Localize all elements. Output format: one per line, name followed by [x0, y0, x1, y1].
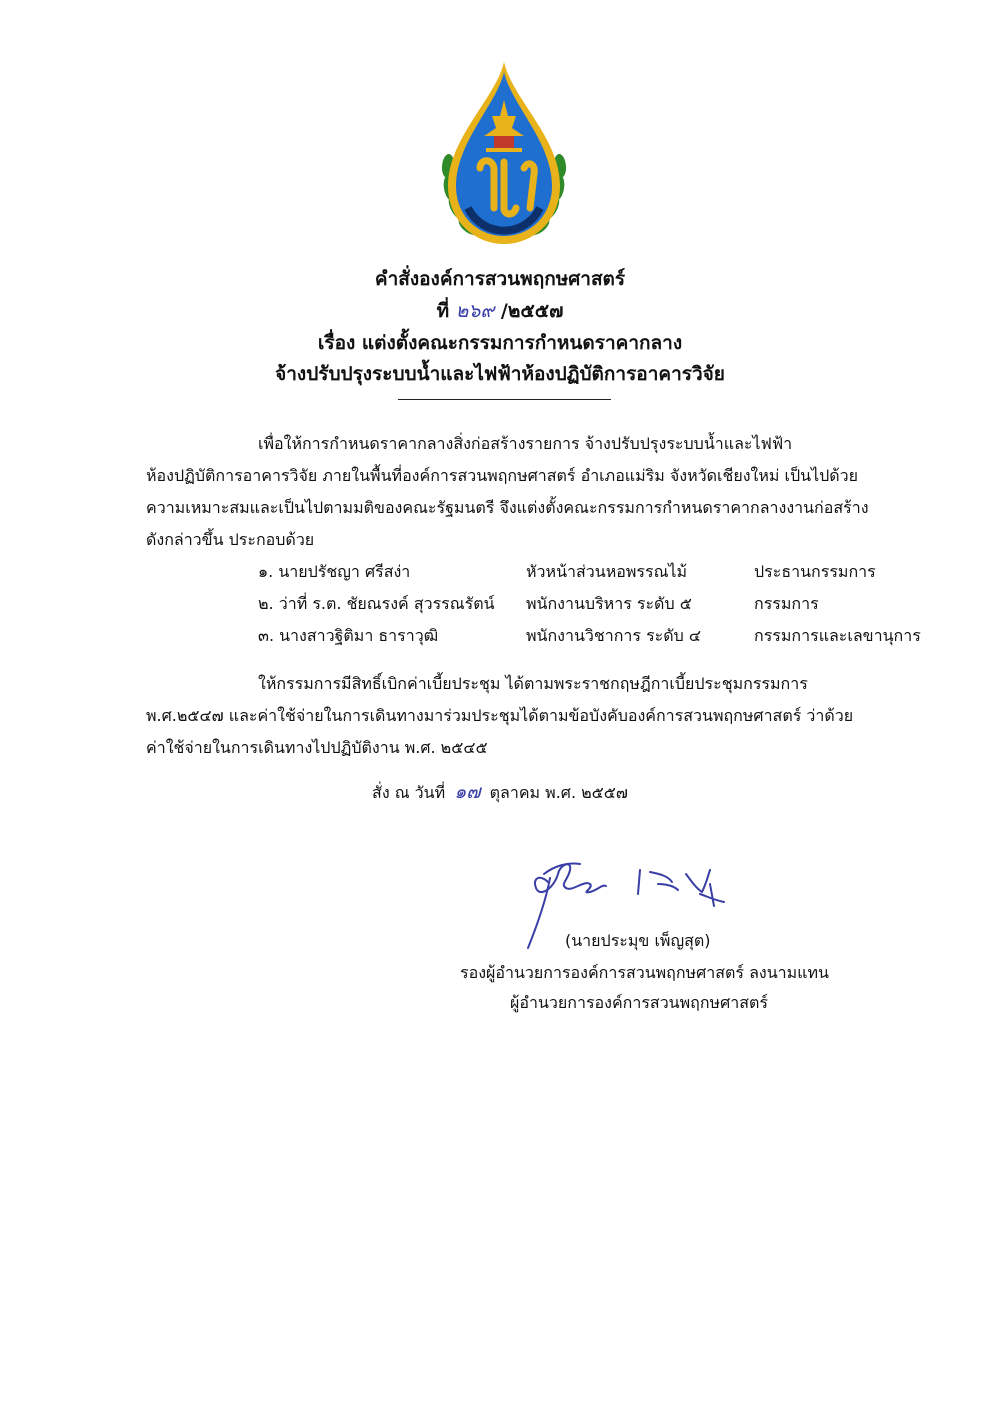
- signer-title-line-1: รองผู้อำนวยการองค์การสวนพฤกษศาสตร์ ลงนามแทน: [460, 963, 829, 982]
- committee-row: [146, 588, 926, 620]
- date-prefix: สั่ง ณ วันที่: [372, 783, 446, 802]
- paragraph-1-line-4: ดังกล่าวขึ้น ประกอบด้วย: [146, 530, 315, 549]
- member-name: ๑. นายปรัชญา ศรีสง่า: [258, 562, 411, 581]
- paragraph-1-line-2: ห้องปฏิบัติการอาคารวิจัย ภายในพื้นที่องค์การสวนพฤกษศาสตร์ อำเภอแม่ริม จังหวัดเชียงใหม่ เป็นไปด้วย: [146, 466, 859, 485]
- subject-line: เรื่อง แต่งตั้งคณะกรรมการกำหนดราคากลาง: [317, 332, 683, 354]
- subject-line-2: จ้างปรับปรุงระบบน้ำและไฟฟ้าห้องปฏิบัติการอาคารวิจัย: [275, 363, 725, 385]
- member-name: ๒. ว่าที่ ร.ต. ชัยณรงค์ สุวรรณรัตน์: [258, 594, 495, 613]
- member-position: พนักงานบริหาร ระดับ ๕: [526, 594, 692, 613]
- number-prefix: ที่: [436, 300, 450, 322]
- member-name: ๓. นางสาวฐิติมา ธาราวุฒิ: [258, 626, 439, 645]
- signer-title-line-2: ผู้อำนวยการองค์การสวนพฤกษศาสตร์: [510, 993, 768, 1012]
- paragraph-2-line-1: ให้กรรมการมีสิทธิ์เบิกค่าเบี้ยประชุม ได้ตามพระราชกฤษฎีกาเบี้ยประชุมกรรมการ: [258, 674, 808, 693]
- member-role: ประธานกรรมการ: [754, 562, 876, 581]
- date-suffix: ตุลาคม พ.ศ. ๒๕๕๗: [489, 783, 628, 802]
- number-handwritten: ๒๖๙: [455, 300, 495, 322]
- committee-row: [146, 556, 926, 588]
- member-role: กรรมการและเลขานุการ: [754, 626, 921, 645]
- paragraph-1-line-1: เพื่อให้การกำหนดราคากลางสิ่งก่อสร้างรายการ จ้างปรับปรุงระบบน้ำและไฟฟ้า: [258, 434, 793, 453]
- paragraph-2-line-3: ค่าใช้จ่ายในการเดินทางไปปฏิบัติงาน พ.ศ. ๒๕๔๕: [146, 738, 488, 757]
- order-number: [0, 299, 1000, 323]
- order-date: [0, 776, 1000, 809]
- order-title: คำสั่งองค์การสวนพฤกษศาสตร์: [374, 268, 626, 290]
- number-suffix: /๒๕๕๗: [500, 300, 564, 322]
- member-role: กรรมการ: [754, 594, 819, 613]
- paragraph-2-line-2: พ.ศ.๒๕๔๗ และค่าใช้จ่ายในการเดินทางมาร่วมประชุมได้ตามข้อบังคับองค์การสวนพฤกษศาสตร์ ว่าด้วย: [146, 706, 854, 725]
- signer-name: (นายประมุข เพ็ญสุต): [565, 931, 711, 950]
- member-position: พนักงานวิชาการ ระดับ ๔: [526, 626, 702, 645]
- member-position: หัวหน้าส่วนหอพรรณไม้: [526, 562, 688, 581]
- committee-row: [146, 620, 926, 652]
- divider: [398, 399, 611, 400]
- emblem-logo: [434, 58, 574, 252]
- date-day-handwritten: ๑๗: [454, 781, 481, 803]
- paragraph-1-line-3: ความเหมาะสมและเป็นไปตามมติของคณะรัฐมนตรี จึงแต่งตั้งคณะกรรมการกำหนดราคากลางงานก่อสร้าง: [146, 498, 869, 517]
